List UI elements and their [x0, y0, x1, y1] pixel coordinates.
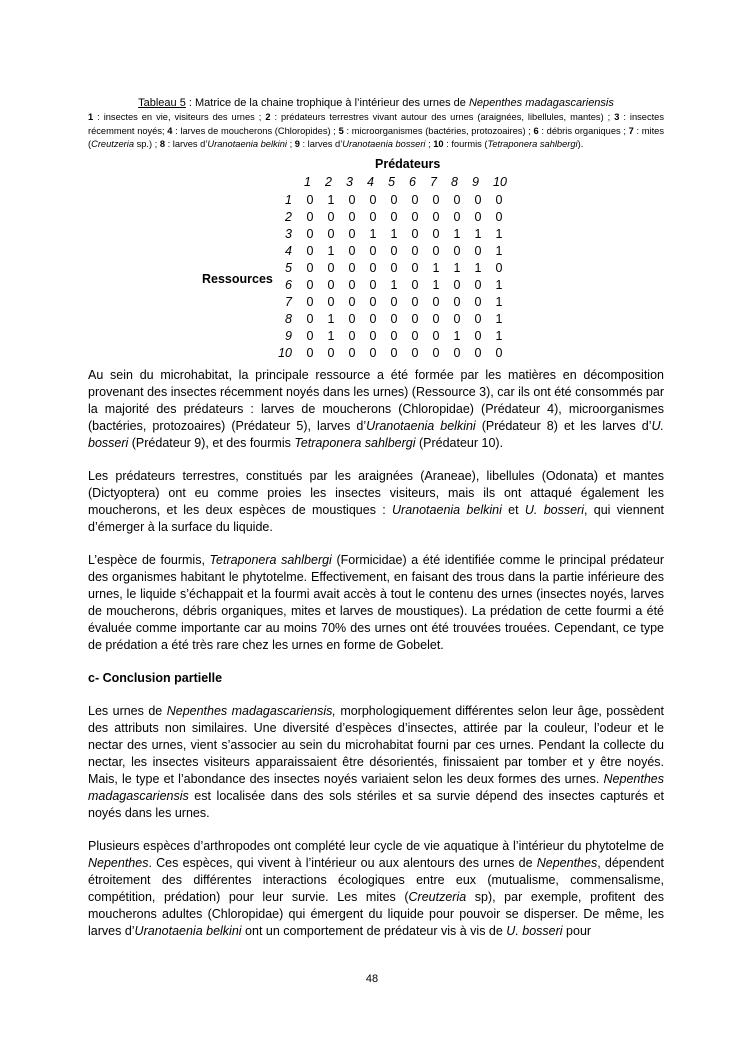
text-run: sp), par exemple, profitent des moucherons adultes (Chloropidae) qui émergent du liquide pour pouvoir se disperser. De même, les larves d’: [88, 889, 664, 938]
matrix-cell: 0: [306, 192, 314, 207]
legend-number: 10: [433, 139, 444, 150]
text-run: Les prédateurs terrestres, constitués par les araignées (Araneae), libellules (Odonata) et mantes (Dictyoptera) ont eu comme proies les insectes visiteurs, mais ils ont attaqué également les moucherons, et les deux espèces de moustiques :: [88, 468, 664, 517]
legend-text: ;: [425, 139, 434, 150]
matrix-cell: 0: [411, 243, 419, 258]
table-caption-text: : Matrice de la chaine trophique à l’intérieur des urnes de: [185, 97, 469, 109]
matrix-cell: 0: [348, 294, 356, 309]
matrix-cell: 0: [390, 294, 398, 309]
species-name: Uranotaenia belkini: [366, 418, 476, 433]
matrix-cell: 0: [411, 294, 419, 309]
matrix-column-label: 9: [472, 174, 479, 189]
species-name: U. bosseri: [506, 923, 563, 938]
legend-text: ).: [577, 139, 584, 150]
matrix-row-title: Ressources: [202, 271, 273, 286]
paragraph: [88, 468, 664, 536]
matrix-cell: 0: [348, 260, 356, 275]
paragraph: [88, 838, 664, 940]
matrix-row-label: 5: [285, 260, 292, 275]
table-caption-species: Nepenthes madagascariensis: [468, 97, 614, 109]
matrix-cell: 0: [390, 311, 398, 326]
matrix-cell: 0: [369, 192, 377, 207]
matrix-cell: 0: [390, 328, 398, 343]
legend-number: 5: [338, 125, 344, 136]
species-name: Tetraponera sahlbergi: [294, 435, 416, 450]
legend-number: 9: [294, 139, 300, 150]
matrix-cell: 1: [327, 311, 335, 326]
matrix-column-label: 1: [304, 174, 311, 189]
paragraph: [88, 703, 664, 822]
matrix-cell: 0: [369, 209, 377, 224]
legend-number: 1: [88, 112, 94, 122]
text-run: ont un comportement de prédateur vis à vis de: [241, 923, 507, 938]
trophic-matrix: [88, 157, 664, 367]
legend-species: Tetraponera sahlbergi: [487, 139, 578, 150]
body-paragraphs: [88, 367, 664, 654]
matrix-cell: 1: [495, 328, 503, 343]
paragraph: [88, 552, 664, 654]
text-run: (Prédateur 8) et les larves d’: [475, 418, 652, 433]
text-run: , dépendent étroitement des différentes interactions écologiques entre eux (mutualisme, commensalisme, compétition, prédation) pour leur survie. Les mites (: [88, 855, 664, 904]
matrix-cell: 0: [306, 277, 314, 292]
matrix-cell: 0: [432, 345, 440, 360]
matrix-cell: 1: [327, 243, 335, 258]
legend-species: Creutzeria: [91, 139, 134, 150]
matrix-row-label: 8: [285, 311, 292, 326]
matrix-cell: 0: [369, 294, 377, 309]
matrix-row-label: 1: [285, 192, 292, 207]
matrix-cell: 0: [306, 294, 314, 309]
matrix-cell: 0: [432, 226, 440, 241]
matrix-cell: 0: [432, 294, 440, 309]
matrix-cell: 0: [369, 345, 377, 360]
matrix-cell: 0: [348, 243, 356, 258]
matrix-cell: 0: [495, 209, 503, 224]
section-heading: c- Conclusion partielle: [88, 670, 223, 685]
matrix-column-label: 3: [346, 174, 353, 189]
matrix-cell: 0: [474, 345, 482, 360]
legend-number: 8: [159, 139, 166, 150]
matrix-cell: 0: [348, 311, 356, 326]
matrix-cell: 0: [474, 192, 482, 207]
matrix-cell: 0: [474, 277, 482, 292]
legend-text: : débris organiques ;: [538, 125, 629, 136]
matrix-cell: 0: [348, 209, 356, 224]
matrix-cell: 0: [474, 311, 482, 326]
matrix-cell: 0: [411, 209, 419, 224]
document-page: [88, 96, 664, 956]
conclusion-paragraphs: [88, 703, 664, 940]
legend-text: : fourmis (: [443, 139, 488, 150]
matrix-cell: 0: [369, 243, 377, 258]
matrix-cell: 0: [411, 226, 419, 241]
text-run: (Formicidae) a été identifiée comme le principal prédateur des organismes habitant le phytotelme. Effectivement, en faisant des trous dans la partie inférieure des urnes, le liquide s’échappait et la fourmi avait accès à tout le contenu des urnes (insectes noyés, larves de moucherons, débris organiques, mites et larves de moustiques). La prédation de cette fourmi a été évaluée comme importante car au moins 70% des urnes ont été trouvées trouées. Cependant, ce type de prédation a été très rare chez les urnes en forme de Gobelet.: [88, 552, 665, 652]
matrix-cell: 1: [432, 277, 440, 292]
matrix-cell: 1: [327, 192, 335, 207]
matrix-cell: 0: [495, 192, 503, 207]
matrix-column-title: Prédateurs: [375, 156, 441, 171]
matrix-cell: 0: [390, 243, 398, 258]
paragraph: [88, 367, 664, 452]
legend-species: Uranotaenia belkini: [207, 139, 287, 150]
legend-text: : larves d’: [299, 139, 343, 150]
matrix-cell: 1: [495, 226, 503, 241]
matrix-cell: 0: [327, 226, 335, 241]
legend-number: 7: [628, 125, 634, 136]
legend-text: ;: [286, 139, 295, 150]
matrix-cell: 1: [474, 260, 482, 275]
legend-text: : prédateurs terrestres vivant autour des urnes (araignées, libellules, mantes) ;: [270, 112, 615, 122]
matrix-cell: 0: [474, 328, 482, 343]
matrix-row-label: 7: [285, 294, 292, 309]
matrix-cell: 0: [453, 294, 461, 309]
matrix-cell: 0: [306, 260, 314, 275]
matrix-cell: 0: [495, 260, 503, 275]
matrix-cell: 1: [390, 277, 398, 292]
matrix-cell: 0: [432, 192, 440, 207]
matrix-cell: 0: [474, 209, 482, 224]
text-run: Au sein du microhabitat, la principale ressource a été formée par les matières en décomposition provenant des insectes récemment noyés dans les urnes) (Ressource 3), car ils ont été consommés par la majorité des prédateurs : larves de moucherons (Chloropidae) (Prédateur 4), microorganismes (bactéries, protozoaires) (Prédateur 5), larves d’: [88, 367, 664, 433]
legend-text: : mites (: [88, 125, 664, 150]
text-run: . Ces espèces, qui vivent à l’intérieur ou aux alentours des urnes de: [148, 855, 537, 870]
legend-text: : insectes en vie, visiteurs des urnes ;: [93, 112, 266, 122]
matrix-cell: 0: [327, 209, 335, 224]
matrix-cell: 0: [327, 294, 335, 309]
matrix-cell: 0: [390, 209, 398, 224]
matrix-column-label: 8: [451, 174, 458, 189]
matrix-cell: 0: [369, 328, 377, 343]
matrix-cell: 0: [411, 328, 419, 343]
matrix-cell: 1: [390, 226, 398, 241]
species-name: Uranotaenia belkini: [392, 502, 502, 517]
text-run: (Prédateur 10).: [415, 435, 504, 450]
matrix-cell: 0: [453, 311, 461, 326]
matrix-column-label: 10: [493, 174, 507, 189]
matrix-cell: 0: [432, 311, 440, 326]
page-number: 48: [365, 973, 379, 985]
species-name: U. bosseri: [524, 502, 584, 517]
species-name: Tetraponera sahlbergi: [209, 552, 332, 567]
matrix-column-label: 4: [367, 174, 374, 189]
matrix-cell: 0: [390, 260, 398, 275]
matrix-cell: 0: [348, 226, 356, 241]
matrix-column-label: 6: [409, 174, 416, 189]
matrix-cell: 1: [453, 328, 461, 343]
matrix-cell: 1: [495, 311, 503, 326]
matrix-cell: 1: [453, 226, 461, 241]
matrix-cell: 0: [411, 192, 419, 207]
matrix-cell: 1: [327, 328, 335, 343]
legend-text: : microorganismes (bactéries, protozoaires) ;: [343, 125, 534, 136]
species-name: Uranotaenia belkini: [134, 923, 242, 938]
legend-text: : larves de moucherons (Chloropides) ;: [172, 125, 339, 136]
legend-species: Uranotaenia bosseri: [342, 139, 426, 150]
text-run: morphologiquement différentes selon leur âge, possèdent des attributs non similaires. Une diversité d’espèces d’insectes, attirée par la couleur, l’odeur et le nectar des urnes, vient s’associer au sein du microhabitat fourni par ces urnes. Pendant la collecte du nectar, les insectes visiteurs apparaissaient être désorientés, finissaient par tomber et y être noyés. Mais, le type et l’abondance des insectes noyés variaient selon les deux formes des urnes.: [88, 703, 664, 786]
matrix-row-label: 10: [278, 345, 292, 360]
matrix-row-label: 3: [285, 226, 292, 241]
species-name: Nepenthes madagascariensis: [88, 771, 664, 803]
matrix-cell: 0: [306, 209, 314, 224]
matrix-cell: 0: [348, 192, 356, 207]
matrix-cell: 0: [474, 243, 482, 258]
text-run: Plusieurs espèces d’arthropodes ont complété leur cycle de vie aquatique à l’intérieur du phytotelme de: [88, 838, 664, 853]
matrix-cell: 0: [411, 311, 419, 326]
matrix-cell: 0: [306, 226, 314, 241]
matrix-row-label: 4: [285, 243, 292, 258]
legend-number: 4: [167, 125, 173, 136]
legend-text: sp.) ;: [134, 139, 160, 150]
species-name: Nepenthes: [88, 855, 149, 870]
matrix-cell: 0: [453, 209, 461, 224]
matrix-row-label: 9: [285, 328, 292, 343]
matrix-cell: 0: [432, 243, 440, 258]
matrix-cell: 0: [432, 328, 440, 343]
matrix-cell: 1: [495, 294, 503, 309]
species-name: Creutzeria: [408, 889, 467, 904]
matrix-cell: 1: [369, 226, 377, 241]
species-name: U. bosseri: [88, 418, 664, 450]
species-name: Nepenthes madagascariensis,: [166, 703, 336, 718]
matrix-column-label: 2: [325, 174, 332, 189]
matrix-cell: 0: [369, 277, 377, 292]
matrix-cell: 1: [453, 260, 461, 275]
matrix-cell: 0: [348, 345, 356, 360]
matrix-cell: 0: [348, 328, 356, 343]
matrix-row-label: 6: [285, 277, 292, 292]
text-run: L’espèce de fourmis,: [88, 552, 210, 567]
matrix-cell: 0: [390, 345, 398, 360]
matrix-cell: 0: [432, 209, 440, 224]
table-legend: [88, 111, 664, 152]
text-run: , qui viennent d’émerger à la surface du liquide.: [88, 502, 664, 534]
matrix-cell: 0: [411, 260, 419, 275]
matrix-cell: 0: [453, 243, 461, 258]
matrix-cell: 0: [453, 192, 461, 207]
matrix-cell: 0: [327, 277, 335, 292]
legend-number: 2: [265, 112, 271, 122]
matrix-column-label: 5: [388, 174, 395, 189]
matrix-cell: 0: [306, 243, 314, 258]
legend-number: 3: [614, 112, 620, 122]
text-run: (Prédateur 9), et des fourmis: [128, 435, 295, 450]
text-run: et: [501, 502, 525, 517]
text-run: Les urnes de: [88, 703, 167, 718]
matrix-cell: 0: [453, 277, 461, 292]
legend-text: : larves d’: [165, 139, 208, 150]
matrix-cell: 1: [432, 260, 440, 275]
legend-text: : insectes récemment noyés;: [88, 112, 664, 136]
matrix-row-label: 2: [285, 209, 292, 224]
matrix-cell: 0: [390, 192, 398, 207]
legend-number: 6: [533, 125, 539, 136]
matrix-cell: 0: [306, 311, 314, 326]
matrix-cell: 0: [327, 260, 335, 275]
matrix-cell: 0: [306, 345, 314, 360]
matrix-cell: 1: [495, 243, 503, 258]
matrix-cell: 0: [348, 277, 356, 292]
matrix-cell: 0: [306, 328, 314, 343]
matrix-cell: 0: [411, 345, 419, 360]
matrix-cell: 0: [369, 260, 377, 275]
table-caption-label: Tableau 5: [138, 97, 186, 109]
matrix-cell: 1: [474, 226, 482, 241]
matrix-cell: 0: [474, 294, 482, 309]
matrix-cell: 1: [495, 277, 503, 292]
matrix-cell: 0: [411, 277, 419, 292]
matrix-cell: 0: [453, 345, 461, 360]
text-run: est localisée dans des sols stériles et sa survie dépend des insectes capturés et noyés dans les urnes.: [88, 788, 664, 820]
species-name: Nepenthes: [536, 855, 598, 870]
matrix-cell: 0: [327, 345, 335, 360]
text-run: pour: [562, 923, 592, 938]
matrix-cell: 0: [369, 311, 377, 326]
matrix-cell: 0: [495, 345, 503, 360]
table-caption: [88, 96, 664, 110]
matrix-column-label: 7: [430, 174, 437, 189]
